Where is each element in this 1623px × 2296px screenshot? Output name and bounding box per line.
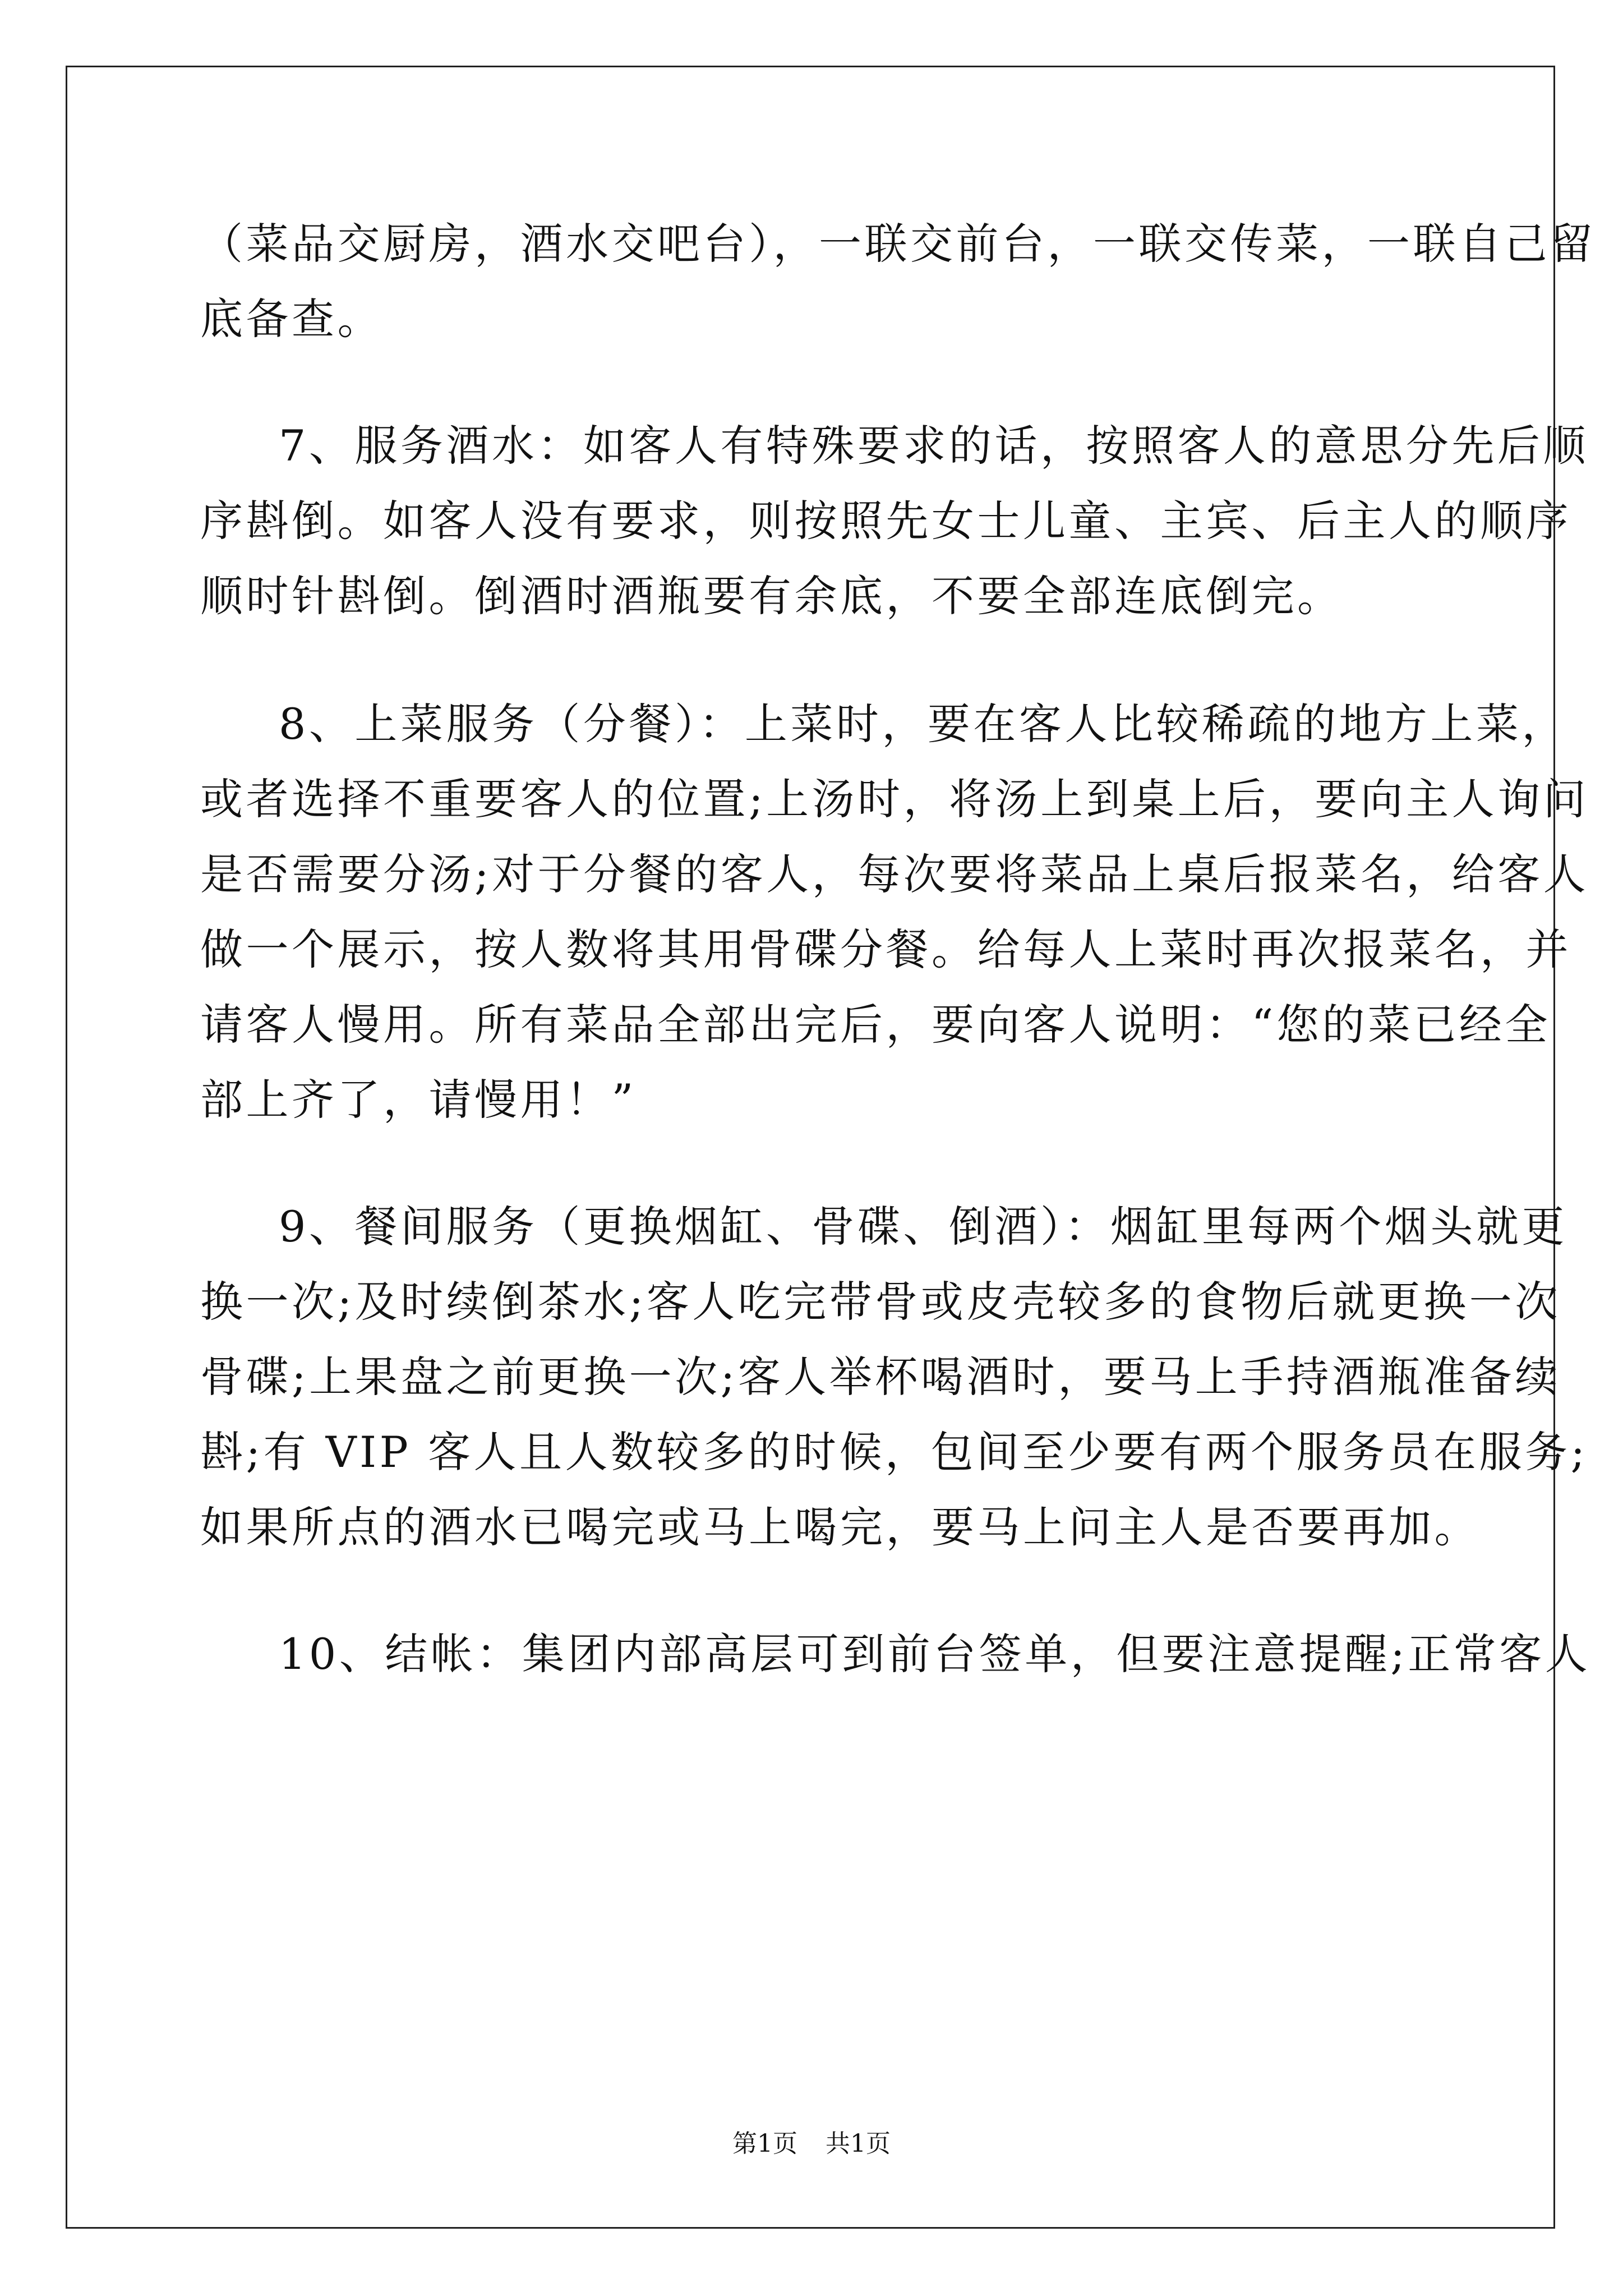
text-line: 换一次;及时续倒茶水;客人吃完带骨或皮壳较多的食物后就更换一次 [200,1277,1561,1327]
text-line: 序斟倒。如客人没有要求，则按照先女士儿童、主宾、后主人的顺序 [200,496,1571,546]
text-line: 如果所点的酒水已喝完或马上喝完，要马上问主人是否要再加。 [200,1502,1480,1552]
paragraph-8-start: 8、上菜服务（分餐）：上菜时，要在客人比较稀疏的地方上菜， [279,699,1567,749]
paragraph-9-start: 9、餐间服务（更换烟缸、骨碟、倒酒）：烟缸里每两个烟头就更 [279,1202,1567,1251]
text-line: 骨碟;上果盘之前更换一次;客人举杯喝酒时，要马上手持酒瓶准备续 [200,1352,1561,1402]
text-line: 部上齐了，请慢用！” [200,1075,637,1125]
text-line: 做一个展示，按人数将其用骨碟分餐。给每人上菜时再次报菜名，并 [200,924,1571,974]
text-line: 顺时针斟倒。倒酒时酒瓶要有余底，不要全部连底倒完。 [200,571,1343,621]
text-line: 请客人慢用。所有菜品全部出完后，要向客人说明：“您的菜已经全 [200,1000,1551,1050]
page-footer [0,2127,1623,2161]
text-line: 是否需要分汤;对于分餐的客人，每次要将菜品上桌后报菜名，给客人 [200,849,1589,899]
page-border [66,66,1555,2229]
paragraph-7-start: 7、服务酒水：如客人有特殊要求的话，按照客人的意思分先后顺 [279,421,1589,471]
page-number: 第1页 [732,2129,797,2158]
paragraph-10-start: 10、结帐：集团内部高层可到前台签单，但要注意提醒;正常客人 [279,1629,1591,1679]
text-line: 或者选择不重要客人的位置;上汤时，将汤上到桌上后，要向主人询问 [200,774,1589,824]
text-line: 底备查。 [200,294,383,344]
text-line: （菜品交厨房，酒水交吧台），一联交前台，一联交传菜，一联自己留 [200,219,1596,269]
text-line: 斟;有 VIP 客人且人数较多的时候，包间至少要有两个服务员在服务; [200,1427,1588,1477]
page-total: 共1页 [826,2129,891,2158]
